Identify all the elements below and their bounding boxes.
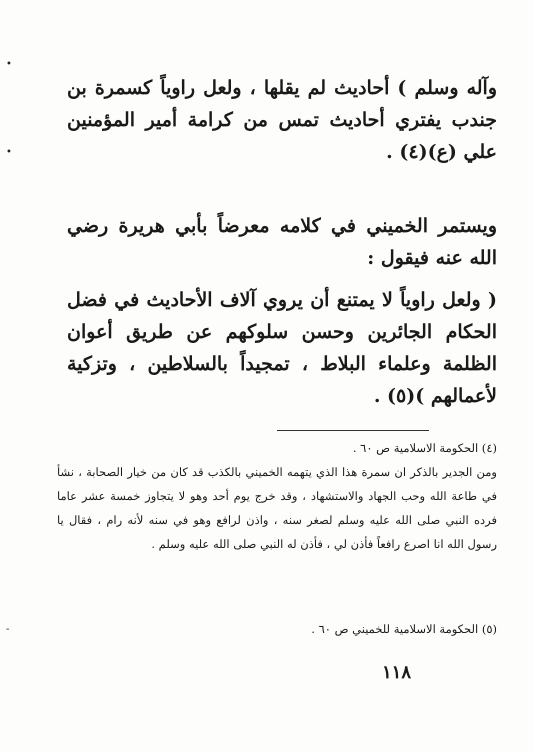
footnote-4: (٤) الحكومة الاسلامية ص ٦٠ . <box>352 441 497 455</box>
paragraph-1: وآله وسلم ) أحاديث لم يقلها ، ولعل راوياً كسمرة بن جندب يفتري أحاديث تمس من كرامة أمير المؤمنين علي (ع)(٤) . <box>67 77 497 163</box>
footnote-5: (٥) الحكومة الاسلامية للخميني ص ٦٠ . <box>311 622 497 636</box>
margin-mark: - <box>6 624 10 635</box>
footnote-divider <box>277 430 429 431</box>
margin-mark: • <box>6 59 12 70</box>
paragraph-3-quote: ( ولعل راوياً لا يمتنع أن يروي آلاف الأحاديث في فضل الحكام الجائرين وحسن سلوكهم عن طريق أعوان الظلمة وعلماء البلاط ، تمجيداً بالسلاطين ، وتزكية لأعمالهم )(٥) . <box>67 289 497 407</box>
page-number: ١١٨ <box>382 662 412 683</box>
margin-mark: • <box>6 147 12 158</box>
footnote-4-body: ومن الجدير بالذكر ان سمرة هذا الذي يتهمه الخميني بالكذب قد كان من خيار الصحابة ، نشأ في طاعة الله وحب الجهاد والاستشهاد ، وقد خرج يوم أحد وهو لا يتجاوز خمسة عشر عاما فرده النبي صلى الله عليه وسلم لصغر سنه ، واذن لرافع وهو في سنه لأنه رام ، فقال يا رسول الله انا اصرع رافعاً فأذن لي ، فأذن له النبي صلى الله عليه وسلم . <box>57 465 497 551</box>
paragraph-2: ويستمر الخميني في كلامه معرضاً بأبي هريرة رضي الله عنه فيقول : <box>67 215 497 269</box>
